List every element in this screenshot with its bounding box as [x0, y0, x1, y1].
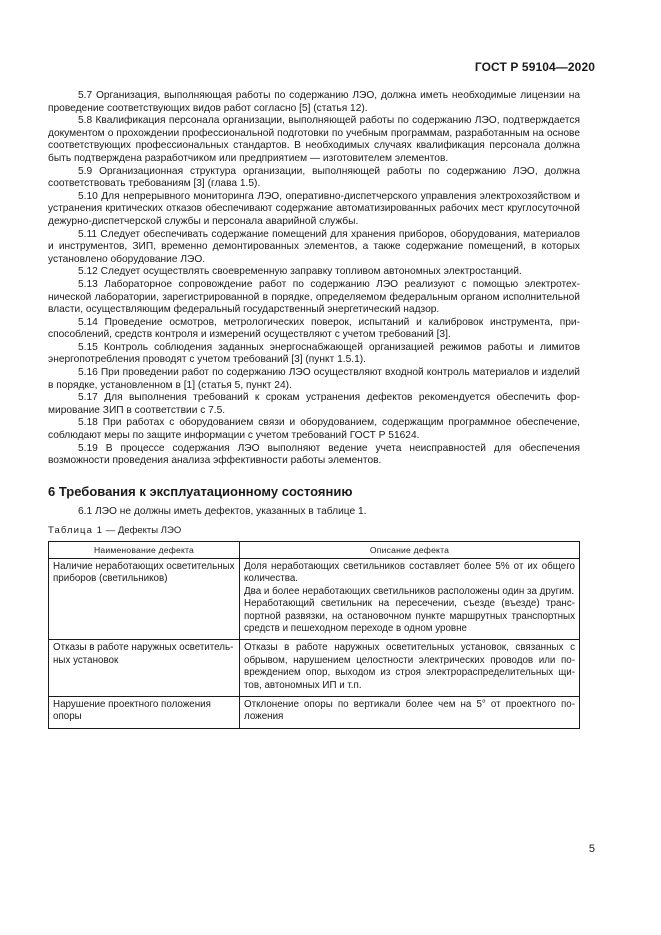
table-row	[49, 640, 580, 697]
defect-name-cell: Нарушение проектного положения опоры	[49, 697, 240, 729]
paragraph-5-14: 5.14 Проведение осмотров, метрологических поверок, испытаний и калибровок инструмента, приспособлений, средств контроля и измерений осуществляют с учетом требований [3].	[48, 316, 580, 341]
column-header-defect-description: Описание дефекта	[240, 541, 580, 558]
description-line: Отказы в работе наружных осветительных установок, связанных с обрывом, нарушением целостности электрических проводов или повреждением опор, выходом из строя электрораспределительных щитов, автономных ИП и т.п.	[244, 642, 575, 691]
defect-description-cell	[240, 559, 580, 640]
defect-description-cell	[240, 640, 580, 697]
description-line: Два и более неработающих светильников расположены один за другим.	[244, 585, 575, 597]
description-line: Отклонение опоры по вертикали более чем на 5° от проектного положения	[244, 699, 575, 723]
table-header-row	[49, 541, 580, 558]
defect-name-cell: Отказы в работе наружных осветительных установок	[49, 640, 240, 697]
paragraph-5-7: 5.7 Организация, выполняющая работы по содержанию ЛЭО, должна иметь необходимые лицензии на проведение соответствующих видов работ согласно [5] (статья 12).	[48, 90, 580, 114]
paragraph-5-15: 5.15 Контроль соблюдения заданных энергоснабжающей организацией режимов работы и лимитов энергопотребления проводят с учетом требований [3] (пункт 1.5.1).	[48, 341, 580, 366]
column-header-defect-name: Наименование дефекта	[49, 541, 240, 558]
paragraph-5-18: 5.18 При работах с оборудованием связи и оборудованием, содержащим программное обеспечение, соблюдают меры по защите информации с учетом требований ГОСТ Р 51624.	[48, 417, 580, 442]
table-caption	[48, 525, 580, 538]
paragraph-5-10: 5.10 Для непрерывного мониторинга ЛЭО, оперативно-диспетчерского управления электрохозяйством и устранения критических отказов обеспечивают содержание автоматизированных рабочих мест круглосуточной дежурно-диспетчерской службы и персонала аварийной службы.	[48, 190, 580, 227]
defect-description-cell	[240, 697, 580, 729]
table-caption-text: — Дефекты ЛЭО	[103, 525, 182, 536]
section-6-intro: 6.1 ЛЭО не должны иметь дефектов, указанных в таблице 1.	[78, 506, 367, 518]
description-line: Доля неработающих светильников составляет более 5% от их общего количества.	[244, 561, 575, 585]
paragraph-5-9: 5.9 Организационная структура организации, выполняющей работы по содержанию ЛЭО, должна соответствовать требованиям [3] (глава 1.5).	[48, 165, 580, 190]
page-content	[48, 90, 580, 729]
table-row	[49, 559, 580, 640]
paragraph-5-19: 5.19 В процессе содержания ЛЭО выполняют ведение учета неисправностей для обеспечения возможности проведения анализа эффективности работы элементов.	[48, 442, 580, 467]
paragraph-5-12: 5.12 Следует осуществлять своевременную заправку топливом автономных электростанций.	[78, 266, 522, 278]
paragraph-5-11: 5.11 Следует обеспечивать содержание помещений для хранения приборов, оборудования, материалов и инструментов, ЗИП, временно демонтированных элементов, а также содержание помещений, в которых установлено оборудование ЛЭО.	[48, 228, 580, 265]
defects-table	[48, 541, 580, 729]
section-6-title: 6 Требования к эксплуатационному состоянию	[48, 483, 353, 499]
paragraph-5-13: 5.13 Лабораторное сопровождение работ по содержанию ЛЭО реализуют с помощью электротехнической лаборатории, зарегистрированной в порядке, определяемом федеральным органом исполнительной власти, осуществляющим федеральный государственный энергетический надзор.	[48, 278, 580, 316]
table-row	[49, 697, 580, 729]
paragraph-5-16: 5.16 При проведении работ по содержанию ЛЭО осуществляют входной контроль материалов и изделий в порядке, установленном в [1] (статья 5, пункт 24).	[48, 367, 580, 391]
page-number: 5	[588, 843, 595, 855]
defect-name-cell: Наличие неработающих осветительных приборов (светильников)	[49, 559, 240, 640]
table-caption-label: Таблица 1	[48, 525, 104, 536]
description-line: Неработающий светильник на пересечении, съезде (въезде) транспортной развязки, на остановочном пункте маршрутных транспортных средств и пешеходном переходе в одном уровне	[244, 598, 575, 635]
paragraph-5-8: 5.8 Квалификация персонала организации, выполняющей работы по содержанию ЛЭО, подтверждается документом о прохождении профессиональной подготовки по учебным программам, разработанным на основе соответствующих профессиональных стандартов. В необходимых случаях квалификация персонала должна быть подтверждена разработчиком или предприятием — изготовителем элементов.	[48, 115, 580, 164]
paragraph-5-17: 5.17 Для выполнения требований к срокам устранения дефектов рекомендуется обеспечить формирование ЗИП в соответствии с 7.5.	[48, 392, 580, 416]
document-standard-id: ГОСТ Р 59104—2020	[474, 60, 595, 74]
